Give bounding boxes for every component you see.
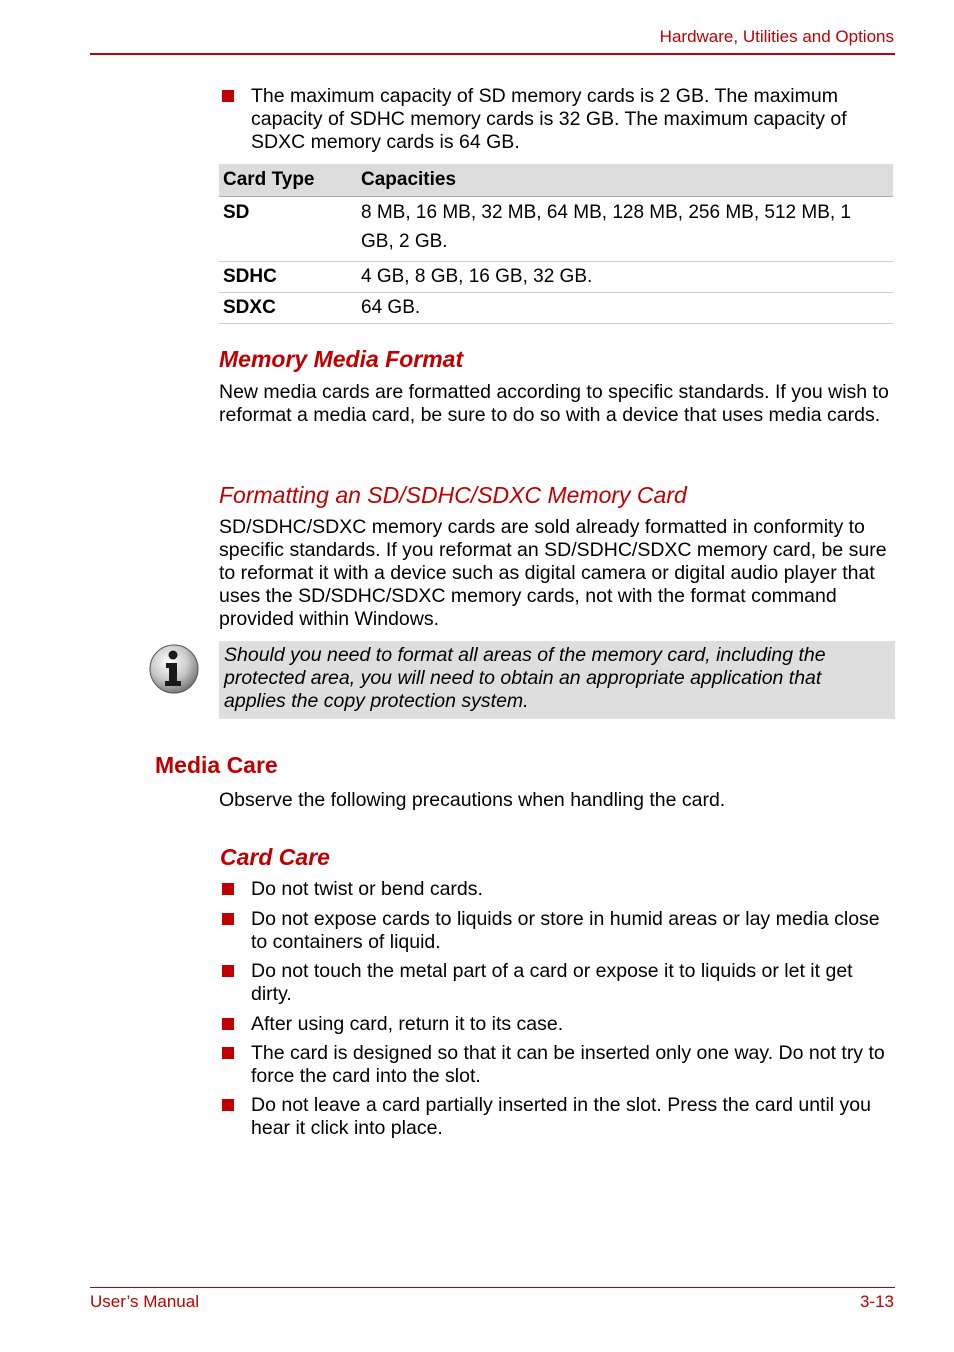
column-header-card-type: Card Type <box>219 164 357 197</box>
memory-media-format-heading: Memory Media Format <box>219 346 464 372</box>
card-type-cell: SD <box>219 197 357 262</box>
capacity-table-wrapper <box>219 164 893 324</box>
card-type-cell: SDXC <box>219 293 357 324</box>
table-row <box>219 197 893 262</box>
capacity-cell: 4 GB, 8 GB, 16 GB, 32 GB. <box>357 262 893 293</box>
list-item: The card is designed so that it can be inserted only one way. Do not try to force the card into the slot. <box>251 1042 885 1087</box>
bullet-marker <box>222 1099 234 1111</box>
column-header-capacities: Capacities <box>357 164 893 197</box>
table-row <box>219 293 893 324</box>
bullet-marker <box>222 1047 234 1059</box>
info-icon <box>148 643 200 695</box>
formatting-text: SD/SDHC/SDXC memory cards are sold already formatted in conformity to specific standards. If you reformat an SD/SDHC/SDXC memory card, be sure to reformat it with a device such as digital camera or digital audio player that uses the SD/SDHC/SDXC memory cards, not with the format command provided within Windows. <box>219 516 887 630</box>
bullet-marker <box>222 883 234 895</box>
list-item: Do not expose cards to liquids or store in humid areas or lay media close to containers of liquid. <box>251 908 880 953</box>
bullet-marker <box>222 913 234 925</box>
table-row <box>219 262 893 293</box>
card-care-heading: Card Care <box>220 844 330 870</box>
media-care-text: Observe the following precautions when handling the card. <box>219 789 726 811</box>
capacity-cell: 64 GB. <box>357 293 893 324</box>
bullet-marker <box>222 90 234 102</box>
formatting-heading: Formatting an SD/SDHC/SDXC Memory Card <box>219 482 687 508</box>
bullet-marker <box>222 1018 234 1030</box>
page-number: 3-13 <box>859 1292 894 1311</box>
bullet-marker <box>222 965 234 977</box>
list-item: Do not touch the metal part of a card or expose it to liquids or let it get dirty. <box>251 960 853 1005</box>
header-rule <box>90 53 895 55</box>
table-header-row <box>219 164 893 197</box>
capacity-table <box>219 164 893 324</box>
list-item: Do not twist or bend cards. <box>251 878 483 900</box>
running-header: Hardware, Utilities and Options <box>659 27 894 46</box>
list-item: Do not leave a card partially inserted in the slot. Press the card until you hear it click into place. <box>251 1094 871 1139</box>
footer-rule <box>90 1287 895 1288</box>
memory-media-format-text: New media cards are formatted according to specific standards. If you wish to reformat a media card, be sure to do so with a device that uses media cards. <box>219 381 889 426</box>
note-text: Should you need to format all areas of the memory card, including the protected area, you will need to obtain an appropriate application that applies the copy protection system. <box>224 644 826 712</box>
media-care-heading: Media Care <box>155 752 278 778</box>
card-type-cell: SDHC <box>219 262 357 293</box>
list-item: After using card, return it to its case. <box>251 1013 564 1035</box>
footer-manual-label: User’s Manual <box>90 1292 199 1311</box>
intro-bullet-text: The maximum capacity of SD memory cards is 2 GB. The maximum capacity of SDHC memory cards is 32 GB. The maximum capacity of SDXC memory cards is 64 GB. <box>251 85 847 153</box>
capacity-cell: 8 MB, 16 MB, 32 MB, 64 MB, 128 MB, 256 MB, 512 MB, 1 GB, 2 GB. <box>357 197 893 262</box>
